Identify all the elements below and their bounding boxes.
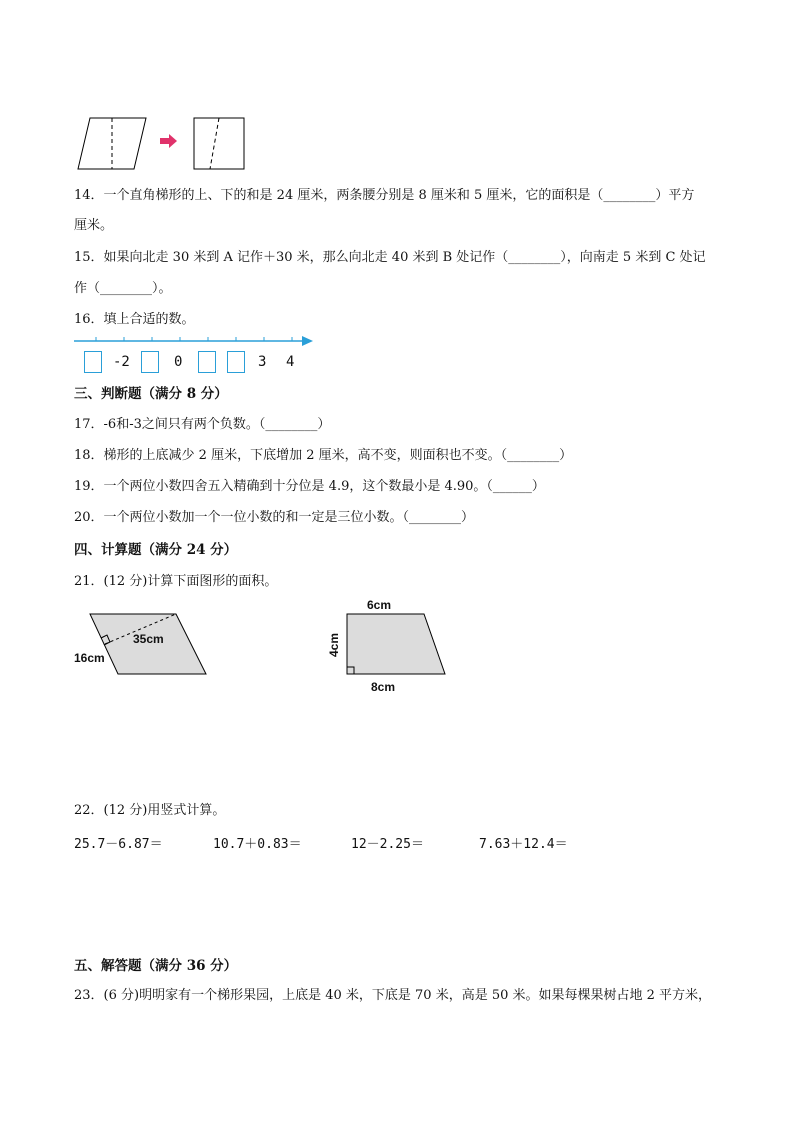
calc-item-4: 7.63＋12.4＝ (479, 837, 568, 852)
question-18: 18．梯形的上底减少 2 厘米，下底增加 2 厘米，高不变，则面积也不变。（________） (74, 448, 573, 463)
number-line-label-neg2: -2 (113, 354, 130, 370)
calc-item-3: 12－2.25＝ (351, 837, 424, 852)
section-4-heading: 四、计算题（满分 24 分） (74, 542, 238, 558)
number-line-answer-box-3[interactable] (198, 351, 216, 373)
question-20: 20．一个两位小数加一个一位小数的和一定是三位小数。（________） (74, 510, 475, 525)
figure2-bottom-label: 8cm (371, 680, 396, 694)
number-line-label-4: 4 (286, 354, 295, 370)
number-line-answer-box-4[interactable] (227, 351, 245, 373)
question-14-line1: 14．一个直角梯形的上、下的和是 24 厘米，两条腰分别是 8 厘米和 5 厘米，它的面积是（________）平方 (74, 188, 695, 203)
right-arrow-icon (160, 134, 177, 148)
section-3-heading: 三、判断题（满分 8 分） (74, 386, 228, 402)
question-15-line1: 15．如果向北走 30 米到 A 记作＋30 米，那么向北走 40 米到 B 处记作（________），向南走 5 米到 C 处记 (74, 250, 706, 265)
question-22: 22．(12 分)用竖式计算。 (74, 803, 226, 818)
question-21: 21．(12 分)计算下面图形的面积。 (74, 574, 278, 589)
question-16: 16．填上合适的数。 (74, 312, 195, 327)
section-5-heading: 五、解答题（满分 36 分） (74, 958, 238, 974)
parallelogram-to-rectangle-figure (74, 114, 249, 174)
number-line-label-3: 3 (258, 354, 267, 370)
trapezoid-figure (344, 611, 448, 677)
question-14-line2: 厘米。 (74, 218, 114, 233)
rectangle-shape (194, 118, 244, 169)
question-17: 17．-6和-3之间只有两个负数。（________） (74, 417, 331, 432)
number-line (72, 334, 317, 348)
number-line-arrow-icon (302, 336, 313, 346)
question-23: 23．(6 分)明明家有一个梯形果园，上底是 40 米，下底是 70 米，高是 50 米。如果每棵果树占地 2 平方米， (74, 988, 712, 1003)
number-line-answer-box-1[interactable] (84, 351, 102, 373)
question-19: 19．一个两位小数四舍五入精确到十分位是 4.9，这个数最小是 4.90。（______） (74, 479, 545, 494)
number-line-label-0: 0 (174, 354, 183, 370)
figure1-height-label: 35cm (133, 632, 164, 646)
calc-item-2: 10.7＋0.83＝ (213, 837, 302, 852)
number-line-answer-box-2[interactable] (141, 351, 159, 373)
calc-item-1: 25.7－6.87＝ (74, 837, 163, 852)
figure2-top-label: 6cm (367, 598, 392, 612)
question-15-line2: 作（________）。 (74, 281, 172, 296)
figure1-base-label: 16cm (74, 651, 105, 665)
